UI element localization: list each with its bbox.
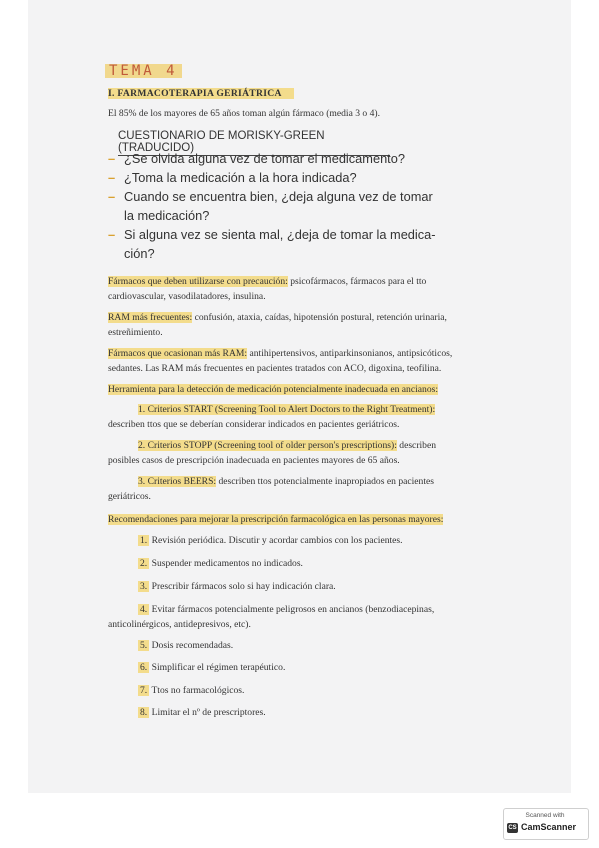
camscanner-logo-icon: CS <box>508 825 517 831</box>
caution-paragraph: Fármacos que deben utilizarse con precaución: psicofármacos, fármacos para el tto cardiovascular, vasodilatadores, insulina. <box>108 276 427 302</box>
questionnaire-item: – Si alguna vez se sienta mal, ¿deja de tomar la medica- ción? <box>108 227 436 261</box>
ram-frequent-paragraph: RAM más frecuentes: confusión, ataxia, caídas, hipotensión postural, retención urinaria, estreñimiento. <box>108 312 447 338</box>
ram-drugs-paragraph: Fármacos que ocasionan más RAM: antihipertensivos, antiparkinsonianos, antipsicóticos, sedantes. Las RAM más frecuentes en pacientes tratados con ACO, digoxina, teofilina. <box>108 348 453 374</box>
dash-icon: – <box>108 227 116 242</box>
questionnaire-item: – Cuando se encuentra bien, ¿deja alguna vez de tomar la medicación? <box>108 189 433 223</box>
recommendation-item: 6. Simplificar el régimen terapéutico. <box>140 662 286 673</box>
dash-icon: – <box>108 170 116 185</box>
recommendation-item: 1. Revisión periódica. Discutir y acordar cambios con los pacientes. <box>140 535 403 546</box>
criteria-item: 2. Criterios STOPP (Screening tool of older person's prescriptions): describen posibles casos de prescripción inadecuada en pacientes mayores de 65 años. <box>108 440 437 466</box>
scanner-brand: CamScanner <box>521 822 577 832</box>
recommendation-item: 5. Dosis recomendadas. <box>140 640 234 651</box>
tool-heading: Herramienta para la detección de medicación potencialmente inadecuada en ancianos: <box>108 384 439 395</box>
questionnaire-item: – ¿Toma la medicación a la hora indicada? <box>108 169 357 188</box>
recommendation-item: 2. Suspender medicamentos no indicados. <box>140 558 303 569</box>
recommendation-item: 3. Prescribir fármacos solo si hay indicación clara. <box>140 581 336 592</box>
dash-icon: – <box>108 151 116 166</box>
criteria-item: 3. Criterios BEERS: describen ttos potencialmente inapropiados en pacientes geriátricos. <box>108 476 435 502</box>
scanner-label: Scanned with <box>525 812 565 819</box>
recommendations-heading: Recomendaciones para mejorar la prescripción farmacológica en las personas mayores: <box>108 514 444 525</box>
intro-text: El 85% de los mayores de 65 años toman algún fármaco (media 3 o 4). <box>108 108 381 119</box>
dash-icon: – <box>108 189 116 204</box>
recommendation-item: 8. Limitar el nº de prescriptores. <box>140 707 266 718</box>
questionnaire-title: CUESTIONARIO DE MORISKY-GREEN (TRADUCIDO) <box>118 130 390 156</box>
questionnaire-item: – ¿Se olvida alguna vez de tomar el medicamento? <box>108 150 405 169</box>
handwritten-note: TEMA 4 <box>105 64 182 78</box>
recommendation-item: 7. Ttos no farmacológicos. <box>140 685 245 696</box>
section-title: I. FARMACOTERAPIA GERIÁTRICA <box>108 86 294 101</box>
recommendation-item: 4. Evitar fármacos potencialmente peligrosos en ancianos (benzodiacepinas, anticolinérgicos, antidepresivos, etc). <box>108 604 435 630</box>
criteria-item: 1. Criterios START (Screening Tool to Alert Doctors to the Right Treatment): describen ttos que se deberían considerar indicados en pacientes geriátricos. <box>108 404 436 430</box>
